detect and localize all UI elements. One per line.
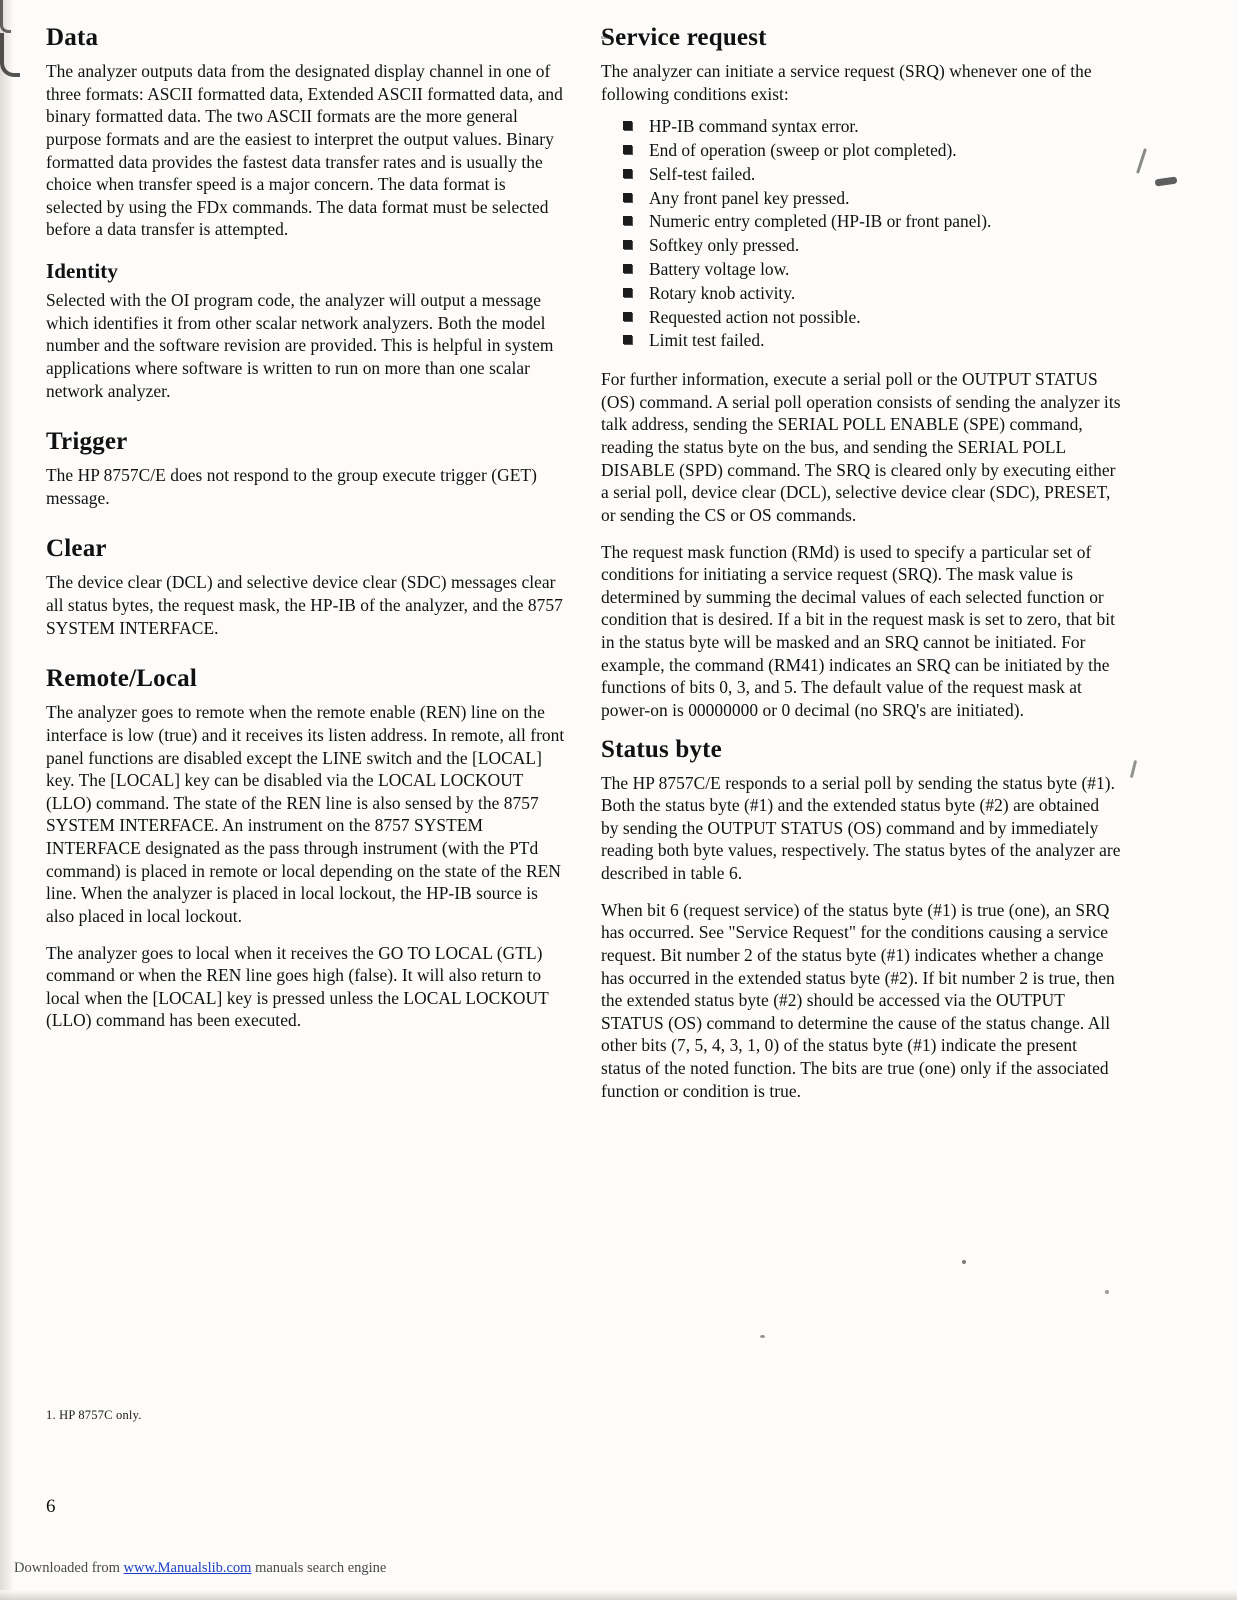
bullet-square-icon	[623, 193, 632, 202]
scan-artifact-mark	[1136, 148, 1147, 174]
list-item	[623, 115, 1121, 138]
list-item-label: Softkey only pressed.	[649, 235, 800, 256]
heading-trigger: Trigger	[46, 428, 128, 456]
bullet-square-icon	[623, 145, 632, 154]
paragraph-status-byte-2: When bit 6 (request service) of the status byte (#1) is true (one), an SRQ has occurred. See "Service Request" for the conditions causing a service request. Bit number 2 of the status byte (#1) indicates whether a change has occurred in the extended status byte (#2). If bit number 2 is true, then the extended status byte (#2) should be accessed via the OUTPUT STATUS (OS) command to determine the cause of the status change. All other bits (7, 5, 4, 3, 1, 0) of the status byte (#1) indicate the present status of the noted function. The bits are true (one) only if the associated function or condition is true.	[601, 899, 1115, 1101]
paragraph-remote-local-1: The analyzer goes to remote when the remote enable (REN) line on the interface is low (true) and it receives its listen address. In remote, all front panel functions are disabled except the LINE switch and the [LOCAL] key. The [LOCAL] key can be disabled via the LOCAL LOCKOUT (LLO) command. The state of the REN line is also sensed by the 8757 SYSTEM INTERFACE. An instrument on the 8757 SYSTEM INTERFACE designated as the pass through instrument (with the PTd command) is placed in remote or local depending on the state of the REN line. When the analyzer is placed in local lockout, the HP-IB source is also placed in local lockout.	[46, 702, 565, 926]
bullet-square-icon	[623, 121, 632, 130]
list-item-label: Numeric entry completed (HP-IB or front panel).	[649, 211, 992, 232]
footnote: 1. HP 8757C only.	[46, 1408, 142, 1422]
list-item	[623, 163, 1121, 186]
paragraph-clear: The device clear (DCL) and selective device clear (SDC) messages clear all status bytes, the request mask, the HP-IB of the analyzer, and the 8757 SYSTEM INTERFACE.	[46, 572, 563, 638]
list-item	[623, 210, 1121, 233]
paragraph-service-request-intro: The analyzer can initiate a service request (SRQ) whenever one of the following conditions exist:	[601, 61, 1092, 104]
list-item	[623, 258, 1121, 281]
manualslib-link[interactable]: www.Manualslib.com	[123, 1560, 252, 1576]
heading-identity: Identity	[46, 259, 118, 283]
heading-remote-local: Remote/Local	[46, 665, 197, 693]
scan-artifact-mark	[1130, 760, 1137, 778]
paragraph-data: The analyzer outputs data from the designated display channel in one of three formats: ASCII formatted data, Extended ASCII formatted data, and binary formatted data. The two ASCII formats are the more general purpose formats and are the easiest to interpret the output values. Binary formatted data provides the fastest data transfer rates and is usually the choice when transfer speed is a major concern. The data format is selected by using the FDx commands. The data format must be selected before a data transfer is attempted.	[46, 61, 563, 240]
bullet-square-icon	[623, 312, 632, 321]
right-column	[601, 24, 1121, 1116]
list-item-label: Self-test failed.	[649, 163, 756, 184]
paragraph-remote-local-2: The analyzer goes to local when it receives the GO TO LOCAL (GTL) command or when the REN line goes high (false). It will also return to local when the [LOCAL] key is pressed unless the LOCAL LOCKOUT (LLO) command has been executed.	[46, 942, 549, 1031]
heading-status-byte: Status byte	[601, 735, 722, 763]
list-item-label: HP-IB command syntax error.	[649, 116, 859, 137]
list-item-label: Battery voltage low.	[649, 259, 790, 280]
paragraph-identity: Selected with the OI program code, the analyzer will output a message which identifies it from other scalar network analyzers. Both the model number and the software revision are provided. This is helpful in system applications where software is written to run on more than one scalar network analyzer.	[46, 290, 554, 401]
paragraph-status-byte-1: The HP 8757C/E responds to a serial poll by sending the status byte (#1). Both the status byte (#1) and the extended status byte (#2) are obtained by sending the OUTPUT STATUS (OS) command and by immediately reading both byte values, respectively. The status bytes of the analyzer are described in table 6.	[601, 772, 1121, 884]
list-item	[623, 187, 1121, 210]
left-column	[46, 24, 566, 1046]
scan-speck	[962, 1260, 966, 1264]
scan-artifact-mark	[1155, 177, 1178, 187]
page-curl-mark	[0, 33, 20, 77]
footer-suffix: manuals search engine	[251, 1560, 387, 1576]
scan-edge-shadow	[0, 0, 14, 1600]
list-item-label: Rotary knob activity.	[649, 282, 796, 303]
page-number: 6	[46, 1496, 56, 1517]
download-footer	[0, 1560, 1237, 1577]
list-item	[623, 234, 1121, 257]
bullet-square-icon	[623, 288, 632, 297]
heading-clear: Clear	[46, 535, 107, 563]
scan-speck	[1105, 1290, 1109, 1294]
bullet-square-icon	[623, 216, 632, 225]
scan-edge-bottom-shadow	[0, 1590, 1237, 1600]
bullet-square-icon	[623, 335, 632, 344]
scan-speck	[601, 36, 611, 39]
list-item	[623, 139, 1121, 162]
list-item-label: Any front panel key pressed.	[649, 187, 850, 208]
list-item-label: Limit test failed.	[649, 330, 765, 351]
list-item-label: Requested action not possible.	[649, 306, 861, 327]
paragraph-service-request-1: For further information, execute a serial poll or the OUTPUT STATUS (OS) command. A serial poll operation consists of sending the analyzer its talk address, sending the SERIAL POLL ENABLE (SPE) command, reading the status byte on the bus, and sending the SERIAL POLL DISABLE (SPD) command. The SRQ is cleared only by executing either a serial poll, device clear (DCL), selective device clear (SDC), PRESET, or sending the CS or OS commands.	[601, 369, 1121, 525]
list-item	[623, 329, 1121, 352]
bullet-square-icon	[623, 240, 632, 249]
scan-speck	[760, 1335, 765, 1338]
list-item-label: End of operation (sweep or plot completed).	[649, 140, 957, 161]
list-item	[623, 282, 1121, 305]
page-curl-mark	[0, 0, 11, 33]
paragraph-service-request-2: The request mask function (RMd) is used to specify a particular set of conditions for initiating a service request (SRQ). The mask value is determined by summing the decimal values of each selected function or condition that is desired. If a bit in the request mask is set to zero, that bit in the status byte will be masked and an SRQ cannot be initiated. For example, the command (RM41) indicates an SRQ can be initiated by the functions of bits 0, 3, and 5. The default value of the request mask at power-on is 00000000 or 0 decimal (no SRQ's are initiated).	[601, 541, 1116, 720]
heading-service-request: Service request	[601, 24, 767, 51]
service-request-conditions-list	[601, 115, 1121, 352]
bullet-square-icon	[623, 169, 632, 178]
heading-data: Data	[46, 24, 99, 51]
bullet-square-icon	[623, 264, 632, 273]
footer-prefix: Downloaded from	[14, 1560, 124, 1576]
paragraph-trigger: The HP 8757C/E does not respond to the group execute trigger (GET) message.	[46, 465, 537, 508]
list-item	[623, 306, 1121, 329]
